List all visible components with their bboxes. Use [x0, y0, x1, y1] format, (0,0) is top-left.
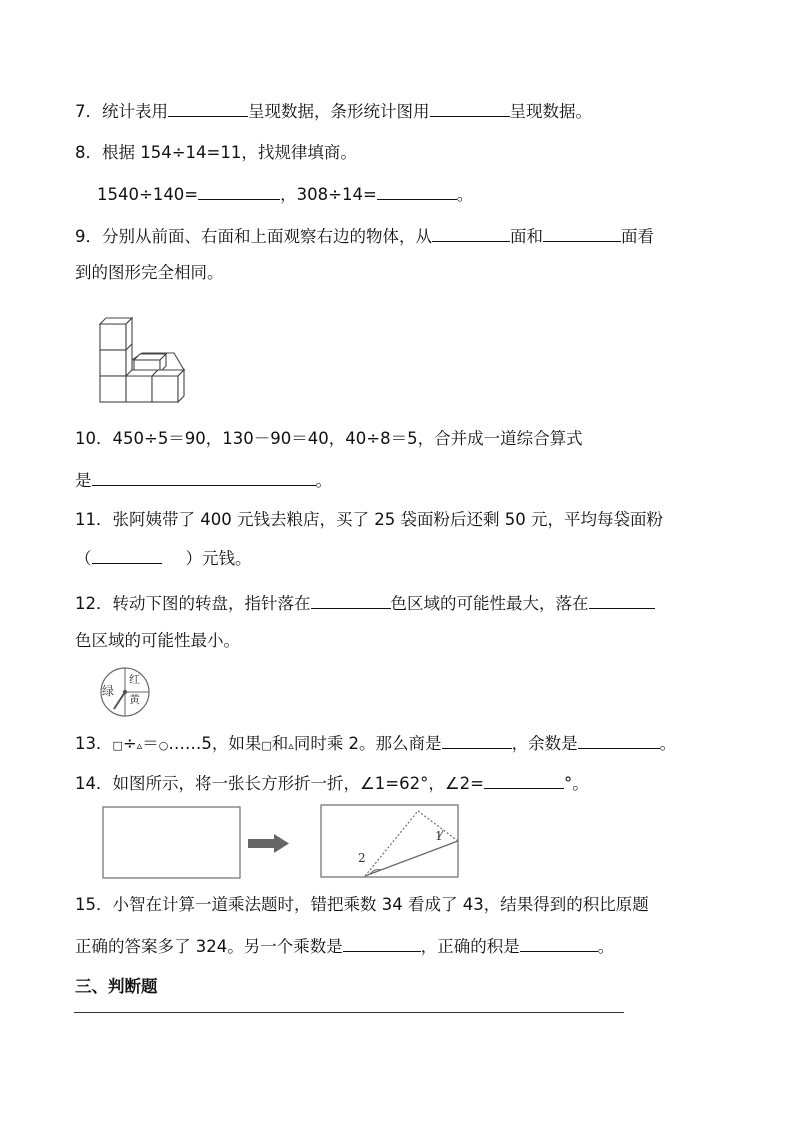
q10-prefix: 是: [75, 471, 92, 490]
q13-blank-2[interactable]: [578, 732, 660, 749]
q13-rest: ……5，如果: [168, 734, 262, 753]
q11-blank[interactable]: [92, 547, 162, 564]
q9-text-2: 面和: [510, 227, 543, 246]
q12-blank-1[interactable]: [311, 592, 391, 609]
q13-blank-1[interactable]: [442, 732, 512, 749]
spinner-figure: [96, 665, 156, 719]
q13-circle: ○: [158, 739, 169, 752]
q9-blank-2[interactable]: [543, 225, 621, 242]
q8-expr-1: 1540÷140=: [97, 185, 199, 204]
q8-blank-1[interactable]: [198, 183, 280, 200]
angle-label-2: 2: [358, 851, 366, 865]
q12-text-1: 12．转动下图的转盘，指针落在: [75, 594, 311, 613]
question-11-fill: [75, 547, 252, 570]
q7-text-1: 7．统计表用: [75, 102, 168, 121]
question-8-fill: [97, 183, 473, 206]
rectangle-before: [103, 807, 240, 878]
q13-triangle-1: ▵: [136, 739, 143, 752]
q8-blank-2[interactable]: [377, 183, 457, 200]
q13-text-2: 同时乘 2。那么商是: [293, 734, 442, 753]
question-15-fill: [75, 935, 614, 958]
fold-figure: [102, 804, 460, 880]
q10-blank[interactable]: [92, 469, 316, 486]
q13-op: ÷: [122, 734, 137, 753]
q13-triangle-2: ▵: [288, 739, 294, 752]
question-8: 8．根据 154÷14=11，找规律填商。: [75, 143, 357, 162]
angle-label-1: 1: [435, 829, 443, 843]
question-14: [75, 772, 589, 795]
question-13: [75, 732, 676, 757]
q8-sep: ，308÷14=: [280, 185, 377, 204]
spinner-label-yellow: 黄: [129, 693, 140, 706]
question-15: 15．小智在计算一道乘法题时，错把乘数 34 看成了 43，结果得到的积比原题: [75, 895, 649, 914]
q13-prefix: 13．: [75, 734, 113, 753]
question-12-line-2: 色区域的可能性最小。: [75, 631, 240, 650]
spinner-label-green: 绿: [102, 684, 115, 698]
q11-close: ）元钱。: [185, 549, 252, 568]
q11-open: （: [75, 549, 92, 568]
question-7: [75, 100, 592, 123]
q15-end: 。: [597, 937, 615, 956]
q13-square-1: □: [112, 739, 123, 752]
q13-text-3: ，余数是: [511, 734, 578, 753]
q7-blank-1[interactable]: [168, 100, 248, 117]
spinner-label-red: 红: [129, 673, 140, 686]
section-divider: [74, 1012, 624, 1013]
q13-square-2: □: [261, 739, 272, 752]
question-9-line-2: 到的图形完全相同。: [75, 263, 224, 282]
q9-blank-1[interactable]: [432, 225, 510, 242]
q14-text-1: 14．如图所示，将一张长方形折一折，∠1=62°，∠2=: [75, 774, 484, 793]
q12-text-2: 色区域的可能性最大，落在: [390, 594, 589, 613]
q13-eq: ＝: [142, 734, 159, 753]
question-12: [75, 592, 655, 615]
question-11: 11．张阿姨带了 400 元钱去粮店，买了 25 袋面粉后还剩 50 元，平均每袋面粉: [75, 510, 663, 529]
q15-blank-1[interactable]: [343, 935, 421, 952]
q7-text-2: 呈现数据，条形统计图用: [248, 102, 430, 121]
q7-blank-2[interactable]: [430, 100, 510, 117]
q9-text-1: 9．分别从前面、右面和上面观察右边的物体，从: [75, 227, 432, 246]
q13-end: 。: [659, 734, 677, 753]
q15-text-2: ，正确的积是: [420, 937, 520, 956]
question-10-fill: [75, 469, 332, 492]
question-9: [75, 225, 654, 248]
q13-and: 和: [271, 734, 289, 753]
q15-blank-2[interactable]: [520, 935, 598, 952]
q7-text-3: 呈现数据。: [509, 102, 592, 121]
q8-end: 。: [456, 185, 474, 204]
q15-text-1: 正确的答案多了 324。另一个乘数是: [75, 937, 343, 956]
arrow-icon: [248, 839, 274, 848]
cube-figure: [96, 312, 192, 408]
question-10: 10．450÷5＝90，130－90＝40，40÷8＝5，合并成一道综合算式: [75, 429, 583, 448]
section-3-title: 三、判断题: [75, 977, 158, 996]
q14-blank[interactable]: [484, 772, 564, 789]
q10-end: 。: [315, 471, 332, 490]
q9-text-3: 面看: [621, 227, 654, 246]
q14-end: °。: [563, 774, 589, 793]
q12-blank-2[interactable]: [589, 592, 655, 609]
